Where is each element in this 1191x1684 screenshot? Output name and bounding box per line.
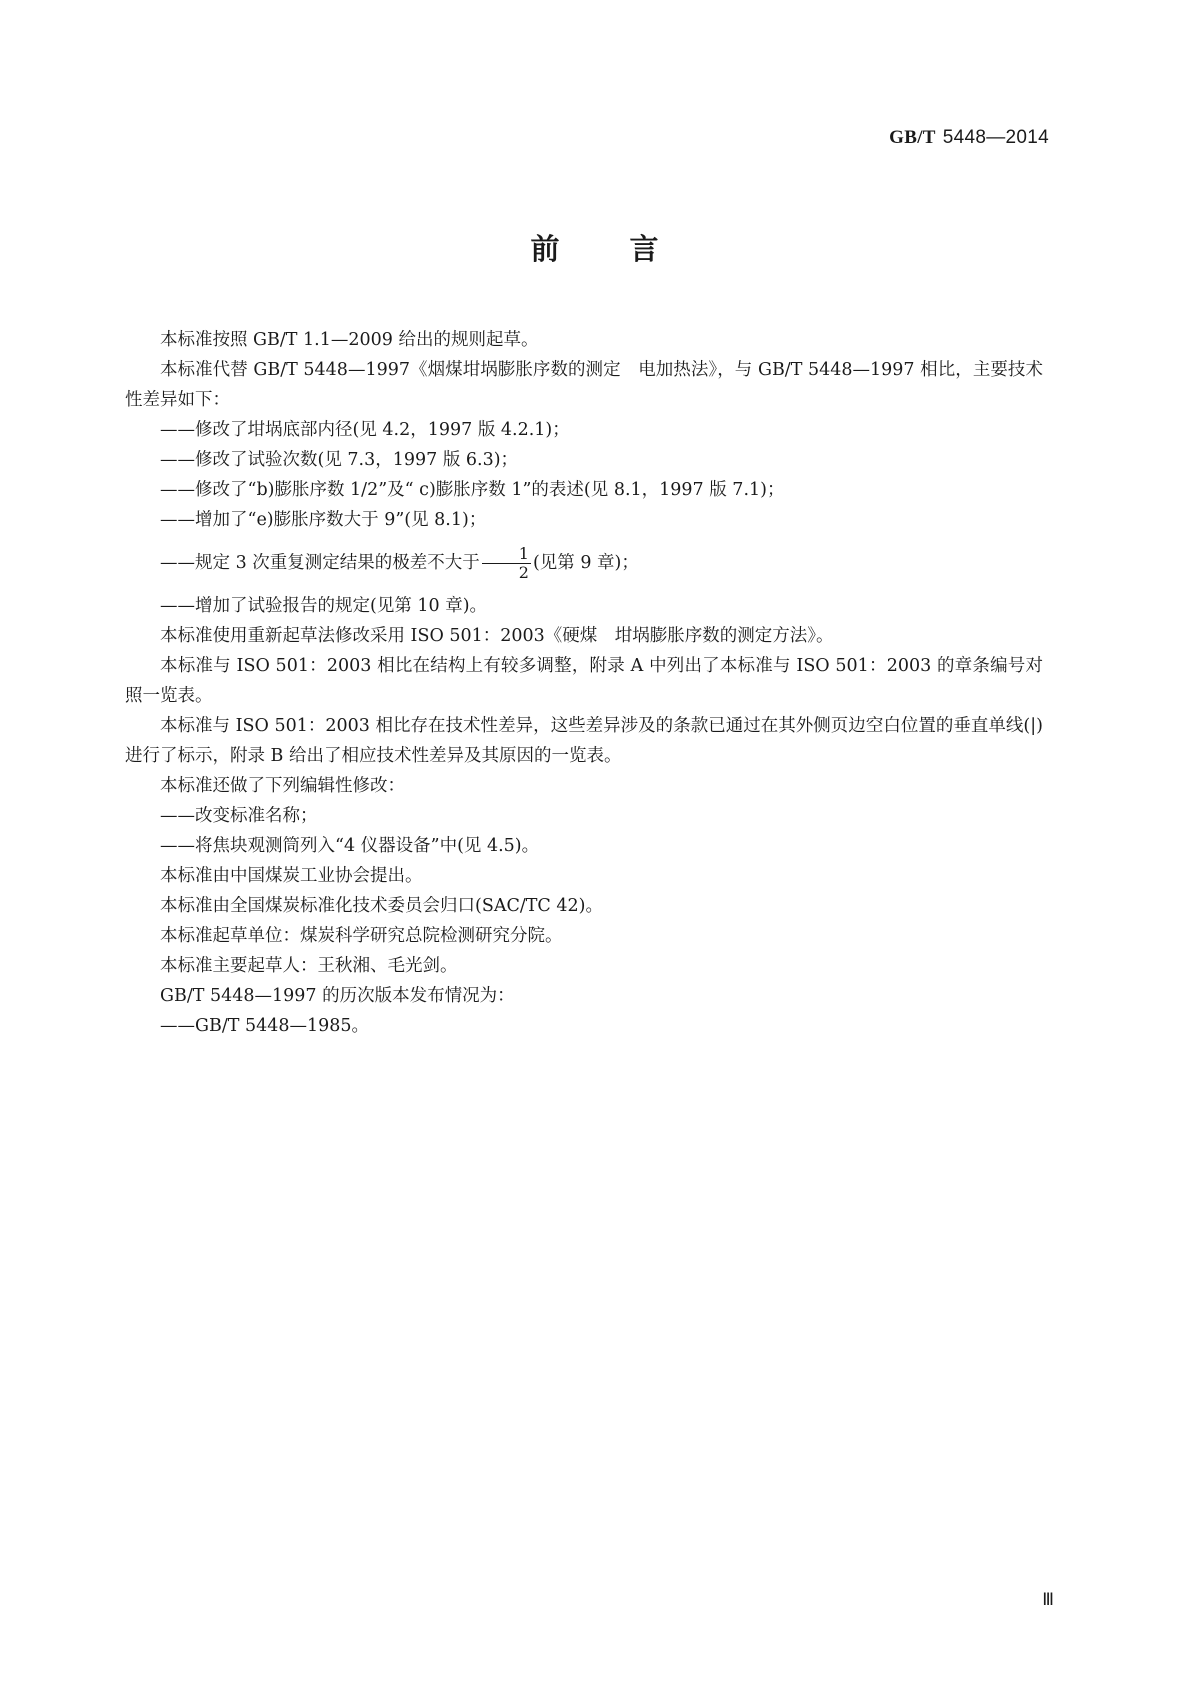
paragraph-editorial-changes: 本标准还做了下列编辑性修改：: [160, 776, 405, 796]
list-item-previous-version: ——GB/T 5448—1985。: [160, 1016, 370, 1036]
paragraph-proposed-by: 本标准由中国煤炭工业协会提出。: [160, 866, 423, 886]
list-item-change-4: ——增加了“e)膨胀序数大于 9”(见 8.1)；: [160, 510, 487, 530]
page-title-char-1: 前: [530, 232, 562, 266]
foreword-body: [125, 325, 1043, 1041]
fraction-denominator: 2: [518, 563, 529, 582]
paragraph-drafting-rules: 本标准按照 GB/T 1.1—2009 给出的规则起草。: [160, 330, 539, 350]
page-title: [0, 227, 1191, 268]
page-title-char-2: 言: [629, 232, 661, 266]
paragraph-drafters: 本标准主要起草人：王秋湘、毛光剑。: [160, 956, 458, 976]
list-item-editorial-2: ——将焦块观测筒列入“4 仪器设备”中(见 4.5)。: [160, 836, 540, 856]
list-item-change-3: ——修改了“b)膨胀序数 1/2”及“ c)膨胀序数 1”的表述(见 8.1，1997 版 7.1)；: [160, 480, 785, 500]
page-number: Ⅲ: [1042, 1590, 1054, 1609]
paragraph-version-history: GB/T 5448—1997 的历次版本发布情况为：: [160, 986, 515, 1006]
list-item-change-5: [125, 535, 1043, 591]
change-5-text: ——规定 3 次重复测定结果的极差不大于: [160, 553, 480, 573]
standard-code-number: 5448—2014: [942, 127, 1049, 148]
list-item-change-1: ——修改了坩埚底部内径(见 4.2，1997 版 4.2.1)；: [160, 420, 570, 440]
paragraph-drafting-unit: 本标准起草单位：煤炭科学研究总院检测研究分院。: [160, 926, 563, 946]
fraction-one-half: [482, 545, 531, 582]
paragraph-replaces: 本标准代替 GB/T 5448—1997《烟煤坩埚膨胀序数的测定 电加热法》，与 GB/T 5448—1997 相比，主要技术性差异如下：: [125, 360, 1043, 410]
standard-code-prefix: GB/T: [889, 127, 936, 148]
paragraph-under-jurisdiction: 本标准由全国煤炭标准化技术委员会归口(SAC/TC 42)。: [160, 896, 603, 916]
paragraph-technical-differences: 本标准与 ISO 501：2003 相比存在技术性差异，这些差异涉及的条款已通过在其外侧页边空白位置的垂直单线(|)进行了标示，附录 B 给出了相应技术性差异及其原因的一览表。: [125, 716, 1043, 766]
list-item-change-6: ——增加了试验报告的规定(见第 10 章)。: [160, 596, 488, 616]
list-item-editorial-1: ——改变标准名称；: [160, 806, 318, 826]
paragraph-adoption: 本标准使用重新起草法修改采用 ISO 501：2003《硬煤 坩埚膨胀序数的测定方法》。: [160, 626, 834, 646]
standard-code: [889, 126, 1049, 149]
fraction-numerator: 1: [482, 545, 531, 564]
list-item-change-2: ——修改了试验次数(见 7.3，1997 版 6.3)；: [160, 450, 519, 470]
change-5-reference: (见第 9 章)；: [532, 553, 639, 573]
paragraph-structure: 本标准与 ISO 501：2003 相比在结构上有较多调整，附录 A 中列出了本标准与 ISO 501：2003 的章条编号对照一览表。: [125, 656, 1043, 706]
